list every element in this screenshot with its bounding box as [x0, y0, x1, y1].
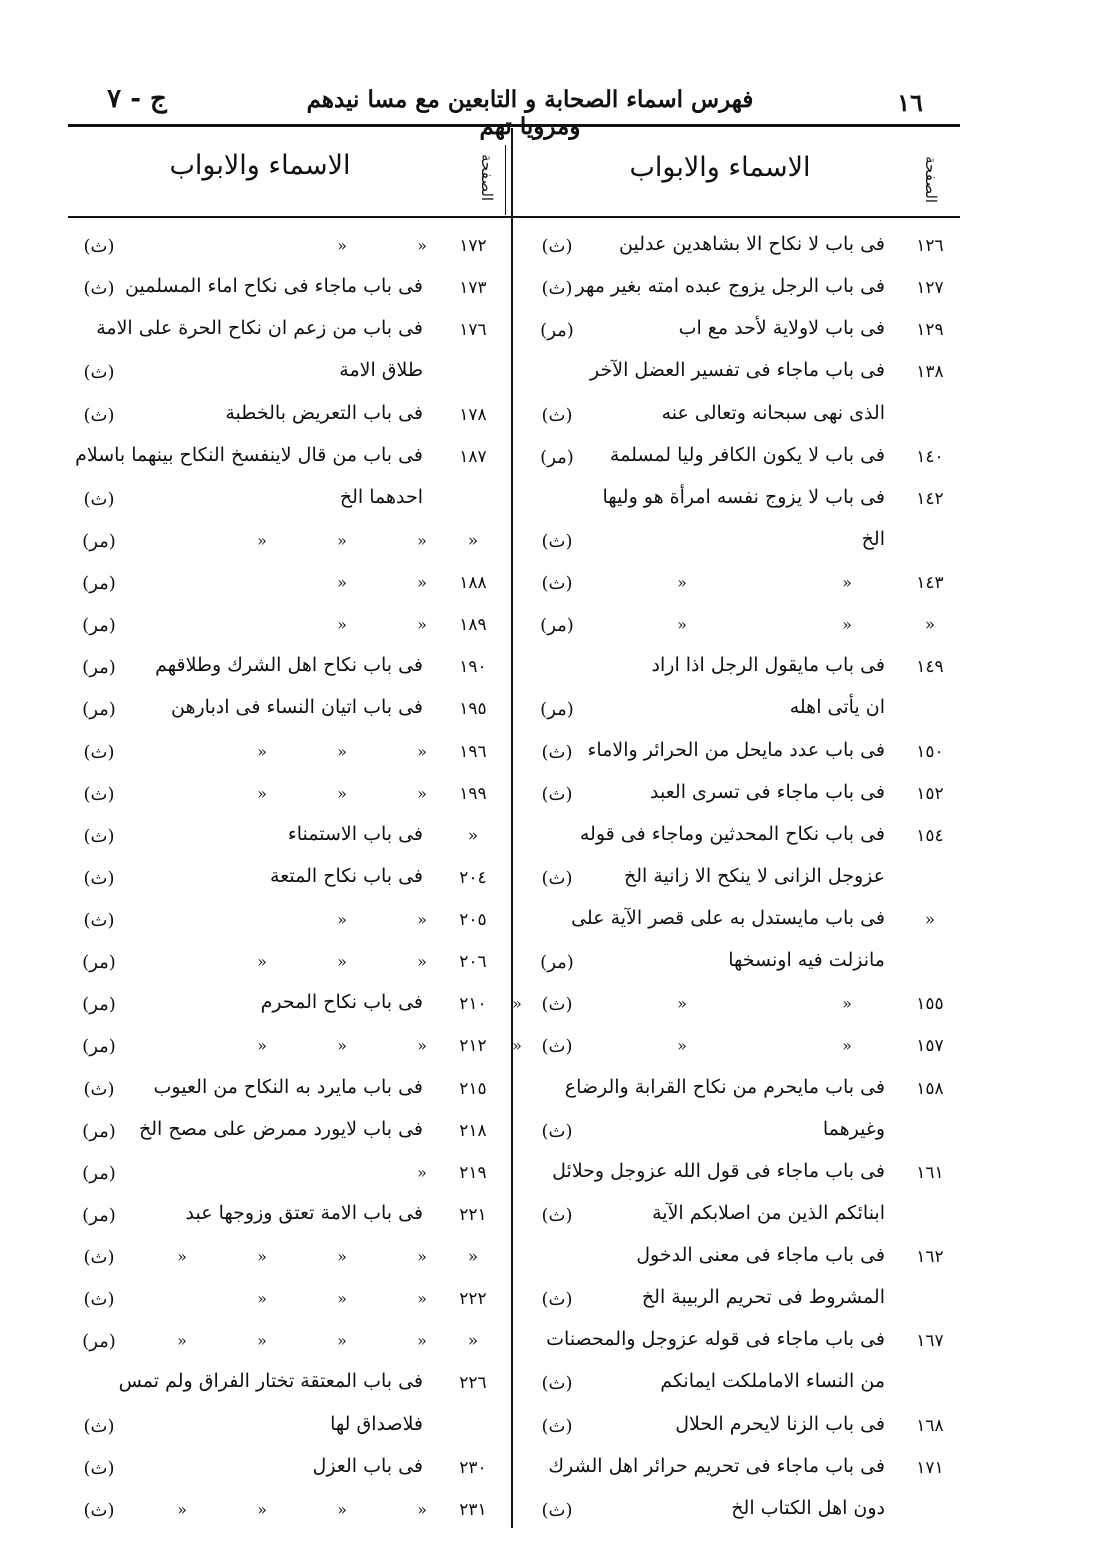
ditto-mark: »: [337, 530, 347, 550]
ditto-mark: »: [257, 952, 267, 972]
index-entry: [512, 1032, 960, 1068]
entry-title: فى باب ماجاء فى قوله عزوجل والمحصنات: [546, 1328, 885, 1351]
ditto-mark: »: [177, 1331, 187, 1351]
entry-title: فى باب لايورد ممرض على مصح الخ: [138, 1117, 423, 1140]
ditto-mark: »: [512, 994, 522, 1014]
entry-source-mark: (مر): [82, 615, 116, 637]
entry-source-mark: (مر): [82, 530, 116, 552]
index-entry: [65, 527, 510, 563]
index-entry: [65, 1496, 510, 1532]
entry-source-mark: (ث): [541, 1289, 573, 1311]
entry-source-mark: (ث): [541, 867, 573, 889]
index-entry: [515, 780, 960, 816]
entry-page-number: ١٨٧: [459, 446, 487, 467]
ditto-mark: »: [842, 994, 852, 1014]
entry-source-mark: (مر): [82, 1162, 116, 1184]
entry-title: فى باب ماجاء فى تفسير العضل الآخر: [590, 359, 885, 382]
entry-source-mark: (ث): [541, 573, 573, 594]
ditto-mark: »: [337, 573, 347, 592]
entry-title: فى باب نكاح المحرم: [260, 991, 423, 1014]
index-entry: [65, 653, 510, 689]
index-entry: [65, 274, 510, 310]
index-entry: [515, 1159, 960, 1195]
index-entry: [65, 1412, 510, 1448]
entry-source-mark: (ث): [83, 362, 115, 384]
ditto-mark: »: [417, 615, 427, 635]
entry-page-number: ٢٢٦: [459, 1373, 487, 1394]
ditto-mark: »: [337, 910, 347, 929]
entry-title: فى باب الاستمناء: [287, 822, 423, 845]
index-entry: [65, 864, 510, 900]
entry-page-number: »: [467, 530, 479, 551]
entry-title: وغيرهما: [822, 1117, 885, 1140]
index-entry: [515, 1327, 960, 1363]
ditto-mark: »: [257, 783, 267, 803]
entry-page-number: ٢٣١: [459, 1499, 487, 1520]
entry-title: فى باب من زعم ان نكاح الحرة على الامة: [96, 317, 423, 340]
entry-source-mark: (ث): [541, 236, 573, 257]
index-entry: [65, 569, 510, 605]
index-entry: [515, 948, 960, 984]
entry-source-mark: (ث): [541, 278, 573, 300]
index-entry: [515, 358, 960, 394]
entry-source-mark: (ث): [541, 1415, 573, 1437]
index-entry: [515, 906, 960, 942]
ditto-mark: »: [337, 1289, 347, 1309]
entry-source-mark: (ث): [83, 1247, 115, 1268]
entry-page-number: ١٩٠: [459, 657, 487, 678]
index-entry: [65, 316, 510, 352]
ditto-mark: »: [257, 741, 267, 761]
entry-title: فى باب ماجاء فى تحريم حرائر اهل الشرك: [548, 1454, 885, 1477]
entry-title: فى باب عدد مايحل من الحرائر والاماء: [587, 738, 885, 761]
index-entry: [65, 906, 510, 942]
entry-source-mark: (ث): [83, 1289, 115, 1311]
entry-source-mark: (ث): [83, 488, 115, 510]
entry-page-number: ١٢٦: [916, 236, 944, 256]
index-entry: [515, 1496, 960, 1532]
entry-source-mark: (ث): [541, 1036, 573, 1058]
entry-source-mark: (مر): [82, 1331, 116, 1353]
entry-page-number: ١٧٣: [459, 278, 487, 299]
index-entry: [515, 1412, 960, 1448]
entry-page-number: ٢١٨: [459, 1120, 487, 1141]
index-entry: [515, 1454, 960, 1490]
entry-page-number: »: [924, 615, 936, 636]
entry-page-number: ٢٠٤: [459, 867, 487, 888]
ditto-mark: »: [512, 1036, 522, 1056]
ditto-mark: »: [417, 236, 427, 255]
index-entry: [65, 822, 510, 858]
entry-title: فى باب لاولاية لأحد مع اب: [678, 317, 885, 340]
entry-title: فى باب ماجاء فى نكاح اماء المسلمين: [125, 275, 423, 298]
entry-page-number: ١٣٨: [916, 362, 944, 383]
ditto-mark: »: [417, 1162, 427, 1182]
entry-title: الذى نهى سبحانه وتعالى عنه: [661, 401, 885, 424]
entry-title: فى باب ماجاء فى معنى الدخول: [636, 1244, 885, 1266]
ditto-mark: »: [417, 1289, 427, 1309]
ditto-mark: »: [257, 1247, 267, 1266]
entry-source-mark: (مر): [82, 699, 116, 721]
entry-title: من النساء الاماملكت ايمانكم: [660, 1370, 885, 1393]
left-label-divider: [505, 145, 506, 215]
center-column-divider: [511, 128, 513, 1528]
ditto-mark: »: [177, 1499, 187, 1519]
index-entry: [512, 990, 960, 1026]
entry-page-number: ٢٢١: [459, 1204, 487, 1225]
index-entry: [515, 316, 960, 352]
index-entry: [515, 1369, 960, 1405]
entry-title: فى باب الامة تعتق وزوجها عبد: [185, 1201, 423, 1224]
ditto-mark: »: [337, 1036, 347, 1056]
entry-page-number: ١٥٨: [916, 1078, 944, 1099]
entry-page-number: ١٤٩: [916, 657, 944, 678]
entry-page-number: ١٦١: [916, 1162, 944, 1183]
index-entry: [515, 1243, 960, 1279]
entry-page-number: ١٥٤: [916, 825, 944, 846]
entry-source-mark: (ث): [83, 910, 115, 931]
entry-page-number: ١٩٦: [459, 741, 487, 762]
entry-page-number: ١٤٢: [916, 488, 944, 509]
entry-title: فى باب من قال لاينفسخ النكاح بينهما باسلام: [75, 443, 423, 466]
entry-source-mark: (مر): [540, 320, 574, 342]
ditto-mark: »: [677, 615, 687, 635]
ditto-mark: »: [417, 1499, 427, 1519]
ditto-mark: »: [677, 573, 687, 592]
entry-title: فلاصداق لها: [330, 1412, 423, 1435]
left-page-label: الصفحة: [478, 154, 496, 202]
entry-page-number: ١٩٥: [459, 699, 487, 720]
ditto-mark: »: [257, 1499, 267, 1519]
entry-source-mark: (ث): [541, 404, 573, 426]
entry-source-mark: (ث): [83, 278, 115, 300]
entry-page-number: ١٦٧: [916, 1331, 944, 1352]
header-rule: [68, 124, 960, 127]
ditto-mark: »: [417, 910, 427, 929]
entry-source-mark: (مر): [82, 1120, 116, 1142]
entry-page-number: ١٢٧: [916, 278, 944, 299]
entry-page-number: »: [924, 910, 936, 930]
entry-title: دون اهل الكتاب الخ: [731, 1496, 885, 1519]
entry-page-number: ١٦٢: [916, 1247, 944, 1267]
entry-page-number: ٢٠٥: [459, 910, 487, 930]
entry-title: فى باب العزل: [312, 1454, 423, 1477]
index-entry: [65, 1159, 510, 1195]
entry-title: فى باب اتيان النساء فى ادبارهن: [171, 696, 423, 719]
entry-source-mark: (ث): [541, 530, 573, 552]
ditto-mark: »: [337, 1499, 347, 1519]
index-entry: [515, 822, 960, 858]
entry-title: فى باب التعريض بالخطبة: [225, 401, 423, 424]
index-entry: [65, 232, 510, 268]
entry-page-number: ١٩٩: [459, 783, 487, 804]
index-entry: [515, 274, 960, 310]
index-entry: [65, 948, 510, 984]
index-entry: [65, 485, 510, 521]
index-entry: [65, 401, 510, 437]
index-entry: [515, 695, 960, 731]
index-entry: [515, 653, 960, 689]
entry-page-number: »: [467, 825, 479, 846]
entry-page-number: ١٨٩: [459, 615, 487, 636]
index-entry: [65, 1032, 510, 1068]
index-entry: [515, 1117, 960, 1153]
ditto-mark: »: [677, 994, 687, 1014]
entry-page-number: ٢١٥: [459, 1078, 487, 1099]
ditto-mark: »: [257, 1331, 267, 1351]
index-entry: [65, 1327, 510, 1363]
ditto-mark: »: [417, 573, 427, 592]
index-entry: [515, 611, 960, 647]
ditto-mark: »: [417, 1036, 427, 1056]
index-entry: [65, 1201, 510, 1237]
entry-title: فى باب مايرد به النكاح من العيوب: [153, 1075, 423, 1098]
entry-title: المشروط فى تحريم الربيبة الخ: [641, 1286, 885, 1309]
index-entry: [65, 1285, 510, 1321]
index-entry: [515, 232, 960, 268]
entry-page-number: ١٨٨: [459, 573, 487, 593]
index-entry: [65, 738, 510, 774]
entry-source-mark: (مر): [540, 446, 574, 468]
index-entry: [515, 443, 960, 479]
ditto-mark: »: [417, 1331, 427, 1351]
ditto-mark: »: [337, 952, 347, 972]
entry-source-mark: (مر): [540, 699, 574, 721]
entry-source-mark: (مر): [82, 1204, 116, 1226]
entry-title: فى باب الزنا لايحرم الحلال: [675, 1412, 885, 1435]
entry-source-mark: (ث): [541, 1499, 573, 1521]
entry-title: فى باب لا يكون الكافر وليا لمسلمة: [609, 443, 885, 466]
left-column-heading: الاسماء والابواب: [169, 150, 351, 181]
ditto-mark: »: [257, 1036, 267, 1056]
entry-page-number: ١٧٦: [459, 320, 487, 341]
entry-page-number: ٢٣٠: [459, 1457, 487, 1478]
ditto-mark: »: [417, 530, 427, 550]
entry-source-mark: (ث): [541, 1204, 573, 1226]
entry-source-mark: (مر): [82, 657, 116, 679]
entry-page-number: »: [467, 1331, 479, 1352]
entry-page-number: ١٢٩: [916, 320, 944, 341]
entry-title: احدهما الخ: [339, 485, 423, 508]
index-entry: [515, 401, 960, 437]
entry-source-mark: (ث): [83, 404, 115, 426]
ditto-mark: »: [337, 615, 347, 635]
entry-title: الخ: [861, 527, 885, 550]
index-entry: [515, 738, 960, 774]
index-entry: [65, 358, 510, 394]
entry-source-mark: (ث): [541, 741, 573, 763]
ditto-mark: »: [842, 1036, 852, 1056]
index-entry: [65, 611, 510, 647]
column-header-rule: [68, 216, 960, 218]
entry-source-mark: (ث): [83, 1415, 115, 1437]
entry-source-mark: (ث): [541, 783, 573, 805]
entry-page-number: ١٧٢: [459, 236, 487, 256]
ditto-mark: »: [337, 1247, 347, 1266]
entry-page-number: ١٥٢: [916, 783, 944, 804]
ditto-mark: »: [417, 783, 427, 803]
entry-source-mark: (مر): [82, 573, 116, 594]
entry-page-number: ١٥٥: [916, 994, 944, 1015]
entry-page-number: ١٥٠: [916, 741, 944, 762]
entry-source-mark: (ث): [83, 236, 115, 257]
ditto-mark: »: [842, 573, 852, 592]
index-entry: [65, 1454, 510, 1490]
entry-page-number: ١٤٠: [916, 446, 944, 467]
index-entry: [515, 1075, 960, 1111]
entry-source-mark: (مر): [82, 1036, 116, 1058]
entry-page-number: ١٧١: [916, 1457, 944, 1478]
entry-title: طلاق الامة: [339, 359, 423, 382]
index-entry: [65, 1075, 510, 1111]
ditto-mark: »: [842, 615, 852, 635]
ditto-mark: »: [337, 783, 347, 803]
entry-page-number: ١٤٣: [916, 573, 944, 593]
entry-title: فى باب مايحرم من نكاح القرابة والرضاع: [564, 1075, 885, 1098]
ditto-mark: »: [337, 236, 347, 255]
index-entry: [65, 1369, 510, 1405]
index-entry: [515, 527, 960, 563]
entry-page-number: ١٧٨: [459, 404, 487, 425]
entry-title: فى باب نكاح المتعة: [270, 864, 423, 887]
entry-title: فى باب مايستدل به على قصر الآية على: [571, 907, 885, 929]
entry-title: فى باب المعتقة تختار الفراق ولم تمس: [118, 1370, 423, 1393]
entry-page-number: ١٦٨: [916, 1415, 944, 1436]
index-entry: [65, 443, 510, 479]
right-page-label: الصفحة: [922, 156, 940, 204]
ditto-mark: »: [417, 741, 427, 761]
left-column-entries: [65, 232, 510, 1532]
running-title: فهرس اسماء الصحابة و التابعين مع مسا نيدهم: [306, 86, 754, 113]
page-number: ١٦: [897, 88, 923, 117]
entry-source-mark: (مر): [540, 615, 574, 637]
entry-title: فى باب ماجاء فى قول الله عزوجل وحلائل: [552, 1159, 885, 1182]
entry-page-number: ٢٢٢: [459, 1289, 487, 1310]
index-entry: [515, 864, 960, 900]
entry-title: فى باب لا يزوج نفسه امرأة هو وليها: [602, 485, 885, 508]
entry-source-mark: (ث): [83, 1457, 115, 1479]
entry-source-mark: (ث): [541, 1120, 573, 1142]
entry-title: فى باب نكاح اهل الشرك وطلاقهم: [155, 654, 423, 677]
entry-title: عزوجل الزانى لا ينكح الا زانية الخ: [623, 864, 885, 887]
entry-title: فى باب نكاح المحدثين وماجاء فى قوله: [579, 822, 885, 845]
entry-page-number: ٢١٩: [459, 1162, 487, 1183]
volume-label: ج - ٧: [107, 84, 167, 114]
entry-source-mark: (مر): [540, 952, 574, 974]
ditto-mark: »: [337, 1331, 347, 1351]
entry-source-mark: (ث): [83, 1499, 115, 1521]
entry-page-number: ٢١٠: [459, 994, 487, 1015]
index-entry: [65, 695, 510, 731]
entry-source-mark: (ث): [83, 1078, 115, 1100]
entry-source-mark: (ث): [83, 825, 115, 847]
entry-page-number: ١٥٧: [916, 1036, 944, 1057]
ditto-mark: »: [677, 1036, 687, 1056]
entry-title: ابنائكم الذين من اصلابكم الآية: [652, 1201, 885, 1224]
ditto-mark: »: [337, 741, 347, 761]
entry-source-mark: (ث): [83, 783, 115, 805]
entry-source-mark: (ث): [541, 994, 573, 1016]
entry-source-mark: (مر): [82, 994, 116, 1016]
ditto-mark: »: [177, 1247, 187, 1266]
right-column-heading: الاسماء والابواب: [629, 152, 811, 183]
index-entry: [515, 1201, 960, 1237]
index-entry: [65, 1243, 510, 1279]
entry-title: فى باب ماجاء فى تسرى العبد: [650, 780, 885, 803]
entry-title: ان يأتى اهله: [789, 696, 885, 719]
entry-source-mark: (ث): [83, 741, 115, 763]
index-entry: [65, 990, 510, 1026]
entry-title: فى باب مايقول الرجل اذا اراد: [651, 654, 885, 677]
index-entry: [515, 1285, 960, 1321]
ditto-mark: »: [257, 1289, 267, 1309]
index-entry: [65, 1117, 510, 1153]
ditto-mark: »: [257, 530, 267, 550]
right-column-entries: [512, 232, 960, 1532]
ditto-mark: »: [417, 952, 427, 972]
ditto-mark: »: [417, 1247, 427, 1266]
entry-page-number: »: [467, 1247, 479, 1267]
entry-source-mark: (ث): [83, 867, 115, 889]
entry-title: فى باب لا نكاح الا بشاهدين عدلين: [619, 233, 885, 255]
entry-source-mark: (مر): [82, 952, 116, 974]
index-entry: [515, 485, 960, 521]
entry-title: فى باب الرجل يزوج عبده امته بغير مهر: [575, 275, 885, 298]
index-entry: [515, 569, 960, 605]
entry-page-number: ٢٠٦: [459, 952, 487, 973]
entry-page-number: ٢١٢: [459, 1036, 487, 1057]
entry-source-mark: (ث): [541, 1373, 573, 1395]
entry-title: مانزلت فيه اونسخها: [728, 949, 885, 972]
index-entry: [65, 780, 510, 816]
